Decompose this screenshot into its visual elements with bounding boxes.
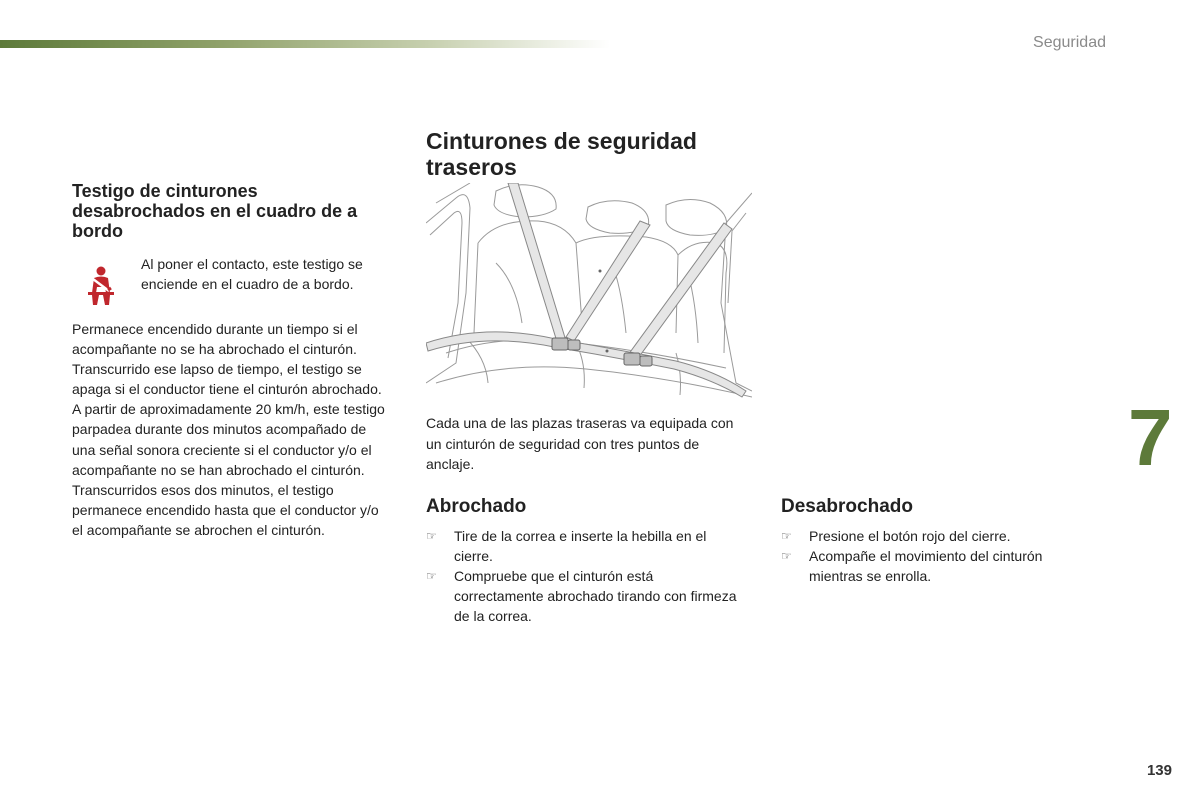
warning-light-heading: Testigo de cinturones desabrochados en el cuadro de a bordo [72,181,358,241]
rear-seatbelts-illustration [426,183,752,400]
abrochado-list [426,526,746,626]
list-item-text: Presione el botón rojo del cierre. [809,528,1011,544]
page-number: 139 [1146,762,1172,779]
desabrochado-heading: Desabrochado [781,496,913,517]
warning-description [72,319,392,540]
hand-pointer-icon: ☞ [426,569,437,583]
hand-pointer-icon: ☞ [781,529,792,543]
chapter-number: 7 [1128,393,1173,482]
warning-icon-text: Al poner el contacto, este testigo se enciende en el cuadro de a bordo. [141,256,363,292]
warning-paragraph-1: Permanece encendido durante un tiempo si el acompañante no se ha abrochado el cinturón. Transcurrido ese lapso de tiempo, el testigo se apaga si el conductor tiene el cinturón abrochado. [72,321,382,398]
desabrochado-list [781,526,1081,586]
section-label: Seguridad [1033,34,1106,51]
list-item-text: Compruebe que el cinturón está correctamente abrochado tirando con firmeza de la correa. [454,568,737,624]
list-item-text: Tire de la correa e inserte la hebilla en el cierre. [454,528,707,564]
hand-pointer-icon: ☞ [426,529,437,543]
list-item [781,546,1081,586]
warning-paragraph-2: A partir de aproximadamente 20 km/h, este testigo parpadea durante dos minutos acompañado de una señal sonora creciente si el conductor y/o el acompañante no se han abrochado el cinturón. Transcurridos esos dos minutos, el testigo permanece encendido hasta que el conductor y/o el acompañante se abrochen el cinturón. [72,401,385,538]
list-item-text: Acompañe el movimiento del cinturón mientras se enrolla. [809,548,1043,584]
header-bar [0,40,610,48]
list-item [426,526,746,566]
list-item [781,526,1081,546]
hand-pointer-icon: ☞ [781,549,792,563]
rear-seatbelts-intro: Cada una de las plazas traseras va equipada con un cinturón de seguridad con tres puntos de anclaje. [426,415,734,472]
page-title: Cinturones de seguridad traseros [426,128,697,180]
list-item [426,566,746,626]
seatbelt-warning-icon [84,265,118,307]
abrochado-heading: Abrochado [426,496,527,517]
